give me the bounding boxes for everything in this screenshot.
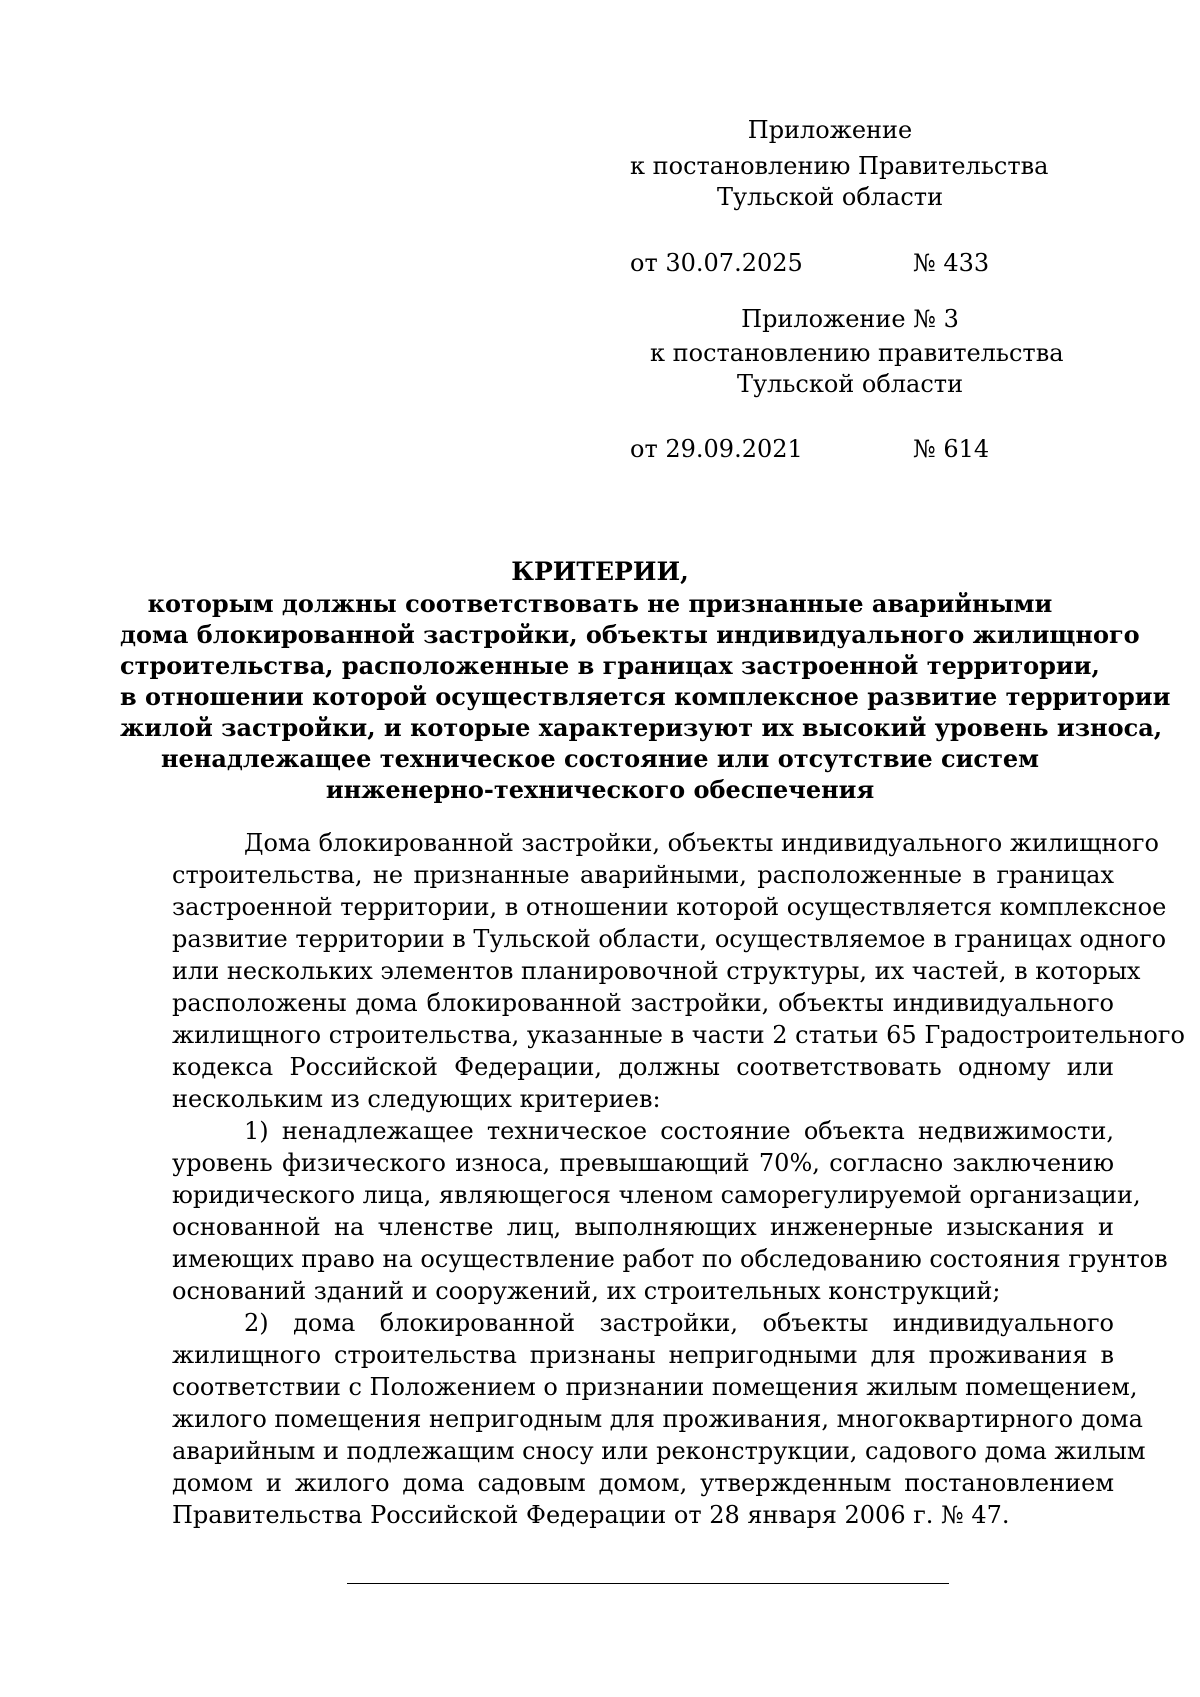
- resolution-date: от 30.07.2025: [630, 249, 803, 277]
- criterion-2-line: 2) дома блокированной застройки, объекты индивидуального: [244, 1309, 1114, 1337]
- body-line: нескольким из следующих критериев:: [172, 1085, 661, 1113]
- body-line: расположены дома блокированной застройки, объекты индивидуального: [172, 989, 1114, 1017]
- region-name: Тульской области: [716, 183, 944, 211]
- title-line: дома блокированной застройки, объекты индивидуального жилищного: [120, 620, 1140, 649]
- criterion-2-line: Правительства Российской Федерации от 28 января 2006 г. № 47.: [172, 1501, 1010, 1529]
- resolution-reference-2: к постановлению правительства: [650, 339, 1064, 367]
- body-line: развитие территории в Тульской области, осуществляемое в границах одного: [172, 925, 1167, 953]
- closing-divider: [347, 1583, 949, 1584]
- resolution-number-2: № 614: [913, 435, 990, 463]
- document-heading: КРИТЕРИИ,: [511, 557, 689, 586]
- resolution-number: № 433: [913, 249, 990, 277]
- body-line: застроенной территории, в отношении которой осуществляется комплексное: [172, 893, 1167, 921]
- body-line: строительства, не признанные аварийными, расположенные в границах: [172, 861, 1114, 889]
- region-name-2: Тульской области: [736, 370, 964, 398]
- criterion-2-line: соответствии с Положением о признании помещения жилым помещением,: [172, 1373, 1138, 1401]
- criterion-1-line: основанной на членстве лиц, выполняющих инженерные изыскания и: [172, 1213, 1114, 1241]
- criterion-2-line: аварийным и подлежащим сносу или реконструкции, садового дома жилым: [172, 1437, 1146, 1465]
- criterion-1-line: имеющих право на осуществление работ по обследованию состояния грунтов: [172, 1245, 1168, 1273]
- resolution-date-2: от 29.09.2021: [630, 435, 803, 463]
- criterion-2-line: домом и жилого дома садовым домом, утвержденным постановлением: [172, 1469, 1114, 1497]
- criterion-1-line: оснований зданий и сооружений, их строительных конструкций;: [172, 1277, 1001, 1305]
- title-line: жилой застройки, и которые характеризуют их высокий уровень износа,: [120, 713, 1163, 742]
- body-line: кодекса Российской Федерации, должны соответствовать одному или: [172, 1053, 1114, 1081]
- body-line: или нескольких элементов планировочной структуры, их частей, в которых: [172, 957, 1141, 985]
- title-line: ненадлежащее техническое состояние или отсутствие систем: [160, 744, 1040, 773]
- body-line: жилищного строительства, указанные в части 2 статьи 65 Градостроительного: [172, 1021, 1185, 1049]
- title-line: инженерно-технического обеспечения: [325, 775, 875, 804]
- title-line: в отношении которой осуществляется комплексное развитие территории: [120, 682, 1171, 711]
- title-line: которым должны соответствовать не признанные аварийными: [147, 589, 1053, 618]
- criterion-2-line: жилищного строительства признаны непригодными для проживания в: [172, 1341, 1114, 1369]
- resolution-reference: к постановлению Правительства: [630, 152, 1049, 180]
- appendix-label: Приложение: [747, 116, 913, 144]
- appendix-3-label: Приложение № 3: [741, 305, 959, 333]
- body-line: Дома блокированной застройки, объекты индивидуального жилищного: [244, 829, 1159, 857]
- criterion-1-line: уровень физического износа, превышающий 70%, согласно заключению: [172, 1149, 1114, 1177]
- criterion-2-line: жилого помещения непригодным для проживания, многоквартирного дома: [172, 1405, 1143, 1433]
- title-line: строительства, расположенные в границах застроенной территории,: [120, 651, 1100, 680]
- criterion-1-line: 1) ненадлежащее техническое состояние объекта недвижимости,: [244, 1117, 1114, 1145]
- criterion-1-line: юридического лица, являющегося членом саморегулируемой организации,: [172, 1181, 1141, 1209]
